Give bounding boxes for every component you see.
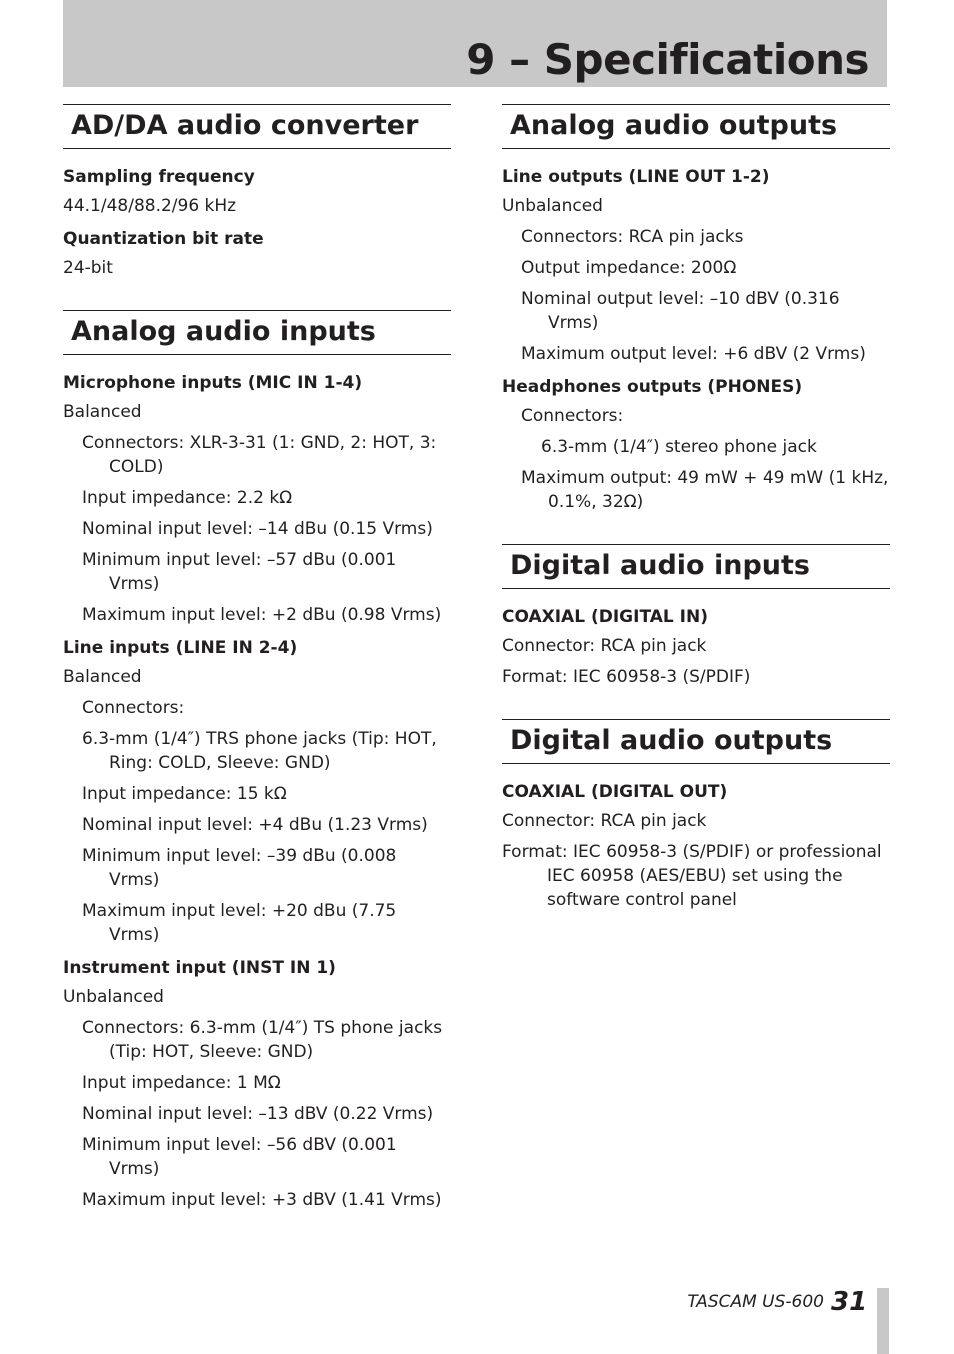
spec-line: Minimum input level: –39 dBu (0.008 Vrms) (82, 846, 397, 890)
spec-heading: Microphone inputs (MIC IN 1-4) (63, 373, 363, 393)
spec-line: Nominal input level: +4 dBu (1.23 Vrms) (82, 815, 428, 835)
section-heading: Digital audio outputs (502, 719, 890, 764)
spec-group (63, 165, 451, 218)
section-heading: AD/DA audio converter (63, 104, 451, 149)
spec-line: Nominal output level: –10 dBV (0.316 Vrms) (521, 289, 840, 333)
footer-page-number: 31 (831, 1287, 868, 1317)
spec-line: Input impedance: 15 kΩ (82, 784, 287, 804)
spec-line: 6.3-mm (1/4″) TRS phone jacks (Tip: HOT, Ring: COLD, Sleeve: GND) (82, 729, 437, 773)
spec-group (63, 371, 451, 627)
section-body (502, 589, 890, 689)
section-analog-audio-outputs (502, 104, 890, 514)
section-digital-audio-inputs (502, 544, 890, 689)
spec-line: Input impedance: 1 MΩ (82, 1073, 281, 1093)
spec-heading: Line outputs (LINE OUT 1-2) (502, 167, 770, 187)
section-ad-da-audio-converter (63, 104, 451, 280)
section-heading: Analog audio outputs (502, 104, 890, 149)
spec-heading: Sampling frequency (63, 167, 255, 187)
chapter-title: 9 – Specifications (466, 35, 869, 84)
spec-line: Maximum output level: +6 dBV (2 Vrms) (521, 344, 866, 364)
spec-line: 6.3-mm (1/4″) stereo phone jack (541, 437, 817, 457)
spec-heading: Headphones outputs (PHONES) (502, 377, 803, 397)
left-column (63, 104, 451, 1242)
spec-line: 44.1/48/88.2/96 kHz (63, 196, 237, 216)
right-column (502, 104, 890, 942)
spec-line: Connectors: 6.3-mm (1/4″) TS phone jacks (Tip: HOT, Sleeve: GND) (82, 1018, 443, 1062)
spec-group (63, 956, 451, 1212)
spec-line: Maximum output: 49 mW + 49 mW (1 kHz, 0.1%, 32Ω) (521, 468, 889, 512)
spec-heading: COAXIAL (DIGITAL OUT) (502, 782, 728, 802)
spec-group (63, 227, 451, 280)
section-heading: Digital audio inputs (502, 544, 890, 589)
spec-line: Balanced (63, 402, 142, 422)
section-heading: Analog audio inputs (63, 310, 451, 355)
spec-line: Balanced (63, 667, 142, 687)
spec-group (502, 375, 890, 514)
spec-heading: Line inputs (LINE IN 2-4) (63, 638, 298, 658)
header-band (63, 0, 887, 87)
spec-line: Unbalanced (502, 196, 603, 216)
spec-line: Unbalanced (63, 987, 164, 1007)
spec-line: Format: IEC 60958-3 (S/PDIF) or professional IEC 60958 (AES/EBU) set using the software control panel (502, 842, 882, 910)
spec-heading: Instrument input (INST IN 1) (63, 958, 336, 978)
section-body (63, 149, 451, 280)
section-body (502, 149, 890, 514)
footer-tab-bar (877, 1288, 889, 1354)
spec-group (502, 780, 890, 912)
spec-line: Connectors: (82, 698, 185, 718)
spec-line: Format: IEC 60958-3 (S/PDIF) (502, 667, 751, 687)
section-body (502, 764, 890, 912)
spec-heading: Quantization bit rate (63, 229, 264, 249)
spec-group (502, 605, 890, 689)
spec-group (502, 165, 890, 366)
spec-group (63, 636, 451, 947)
spec-line: Input impedance: 2.2 kΩ (82, 488, 293, 508)
spec-line: Nominal input level: –13 dBV (0.22 Vrms) (82, 1104, 434, 1124)
spec-heading: COAXIAL (DIGITAL IN) (502, 607, 708, 627)
spec-line: Connectors: RCA pin jacks (521, 227, 744, 247)
section-digital-audio-outputs (502, 719, 890, 912)
spec-line: Minimum input level: –56 dBV (0.001 Vrms) (82, 1135, 397, 1179)
footer-product-name: TASCAM US-600 (687, 1292, 824, 1312)
spec-line: Maximum input level: +2 dBu (0.98 Vrms) (82, 605, 442, 625)
spec-line: Maximum input level: +20 dBu (7.75 Vrms) (82, 901, 397, 945)
spec-line: Nominal input level: –14 dBu (0.15 Vrms) (82, 519, 433, 539)
section-body (63, 355, 451, 1212)
section-analog-audio-inputs (63, 310, 451, 1212)
spec-line: Minimum input level: –57 dBu (0.001 Vrms) (82, 550, 397, 594)
spec-line: Output impedance: 200Ω (521, 258, 737, 278)
spec-line: Connector: RCA pin jack (502, 636, 707, 656)
spec-line: Connector: RCA pin jack (502, 811, 707, 831)
spec-line: 24-bit (63, 258, 113, 278)
spec-line: Maximum input level: +3 dBV (1.41 Vrms) (82, 1190, 442, 1210)
spec-line: Connectors: (521, 406, 624, 426)
spec-line: Connectors: XLR-3-31 (1: GND, 2: HOT, 3: COLD) (82, 433, 437, 477)
